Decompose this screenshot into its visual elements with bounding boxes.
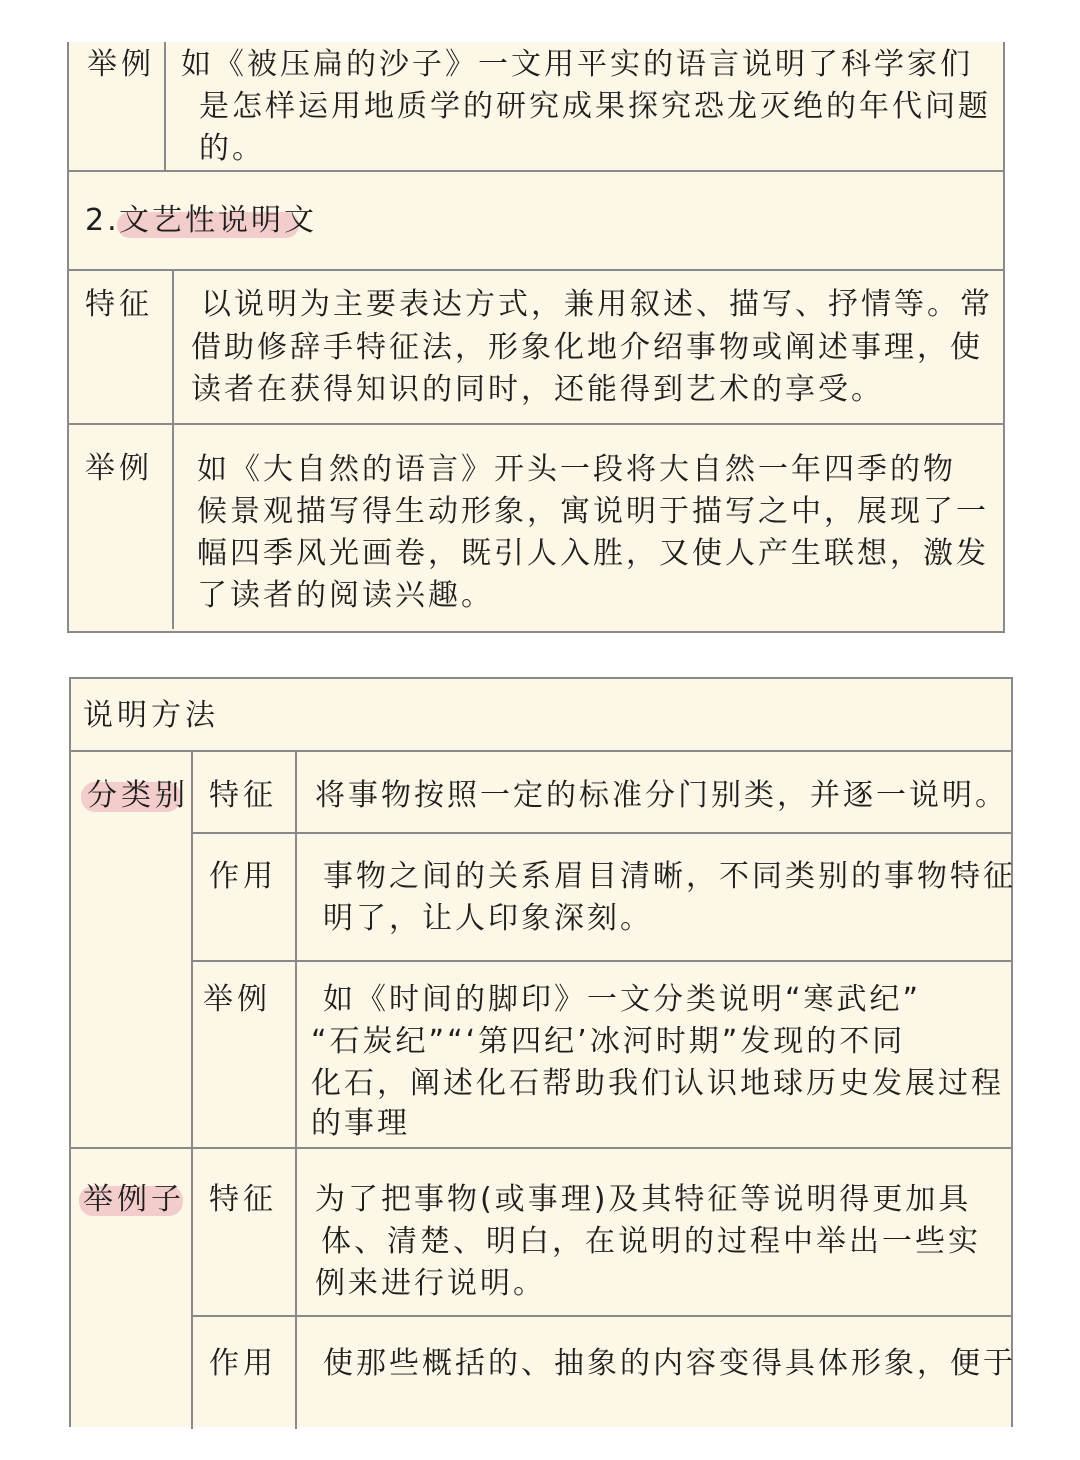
column-divider bbox=[295, 752, 297, 1429]
column-divider bbox=[172, 271, 174, 629]
example-text-line: “石炭纪”“‘第四纪’冰河时期”发现的不同 bbox=[311, 1024, 906, 1059]
feature-text-line: 为了把事物(或事理)及其特征等说明得更加具 bbox=[315, 1182, 972, 1217]
example-text-line: 幅四季风光画卷，既引人入胜，又使人产生联想，激发 bbox=[197, 536, 989, 571]
row-divider bbox=[71, 1147, 1011, 1149]
row-divider bbox=[71, 750, 1011, 752]
feature-text-line: 以说明为主要表达方式，兼用叙述、描写、抒情等。常 bbox=[201, 287, 993, 322]
row-divider bbox=[191, 832, 1011, 834]
example-text-line: 如《被压扁的沙子》一文用平实的语言说明了科学家们 bbox=[181, 47, 973, 82]
section-number: 2. bbox=[85, 203, 120, 238]
function-text-line: 使那些概括的、抽象的内容变得具体形象，便于 bbox=[323, 1346, 1016, 1381]
column-divider bbox=[164, 42, 166, 170]
method-name: 分类别 bbox=[87, 778, 189, 813]
function-text-line: 事物之间的关系眉目清晰，不同类别的事物特征 bbox=[323, 859, 1016, 894]
example-text-line: 如《时间的脚印》一文分类说明“寒武纪” bbox=[323, 982, 922, 1017]
row-divider bbox=[69, 170, 1003, 172]
feature-text-line: 读者在获得知识的同时，还能得到艺术的享受。 bbox=[191, 372, 884, 407]
column-divider bbox=[191, 752, 193, 1429]
method-name: 举例子 bbox=[83, 1182, 185, 1217]
section-title: 文艺性说明文 bbox=[119, 203, 317, 238]
example-text-line: 了读者的阅读兴趣。 bbox=[197, 578, 494, 613]
example-text-line: 的。 bbox=[199, 131, 265, 166]
example-text-line: 如《大自然的语言》开头一段将大自然一年四季的物 bbox=[197, 452, 956, 487]
notes-table-2 bbox=[69, 677, 1016, 1427]
feature-text-line: 将事物按照一定的标准分门别类，并逐一说明。 bbox=[315, 778, 1008, 813]
row-divider bbox=[69, 423, 1003, 425]
feature-text-line: 例来进行说明。 bbox=[315, 1266, 546, 1301]
row-label-example: 举例 bbox=[203, 982, 271, 1017]
example-text-line: 是怎样运用地质学的研究成果探究恐龙灭绝的年代问题 bbox=[199, 89, 991, 124]
row-label-example: 举例 bbox=[87, 47, 155, 82]
function-text-line: 明了，让人印象深刻。 bbox=[323, 901, 653, 936]
row-label-function: 作用 bbox=[209, 1346, 277, 1381]
feature-text-line: 借助修辞手特征法，形象化地介绍事物或阐述事理，使 bbox=[191, 330, 983, 365]
row-label-feature: 特征 bbox=[85, 287, 153, 322]
example-text-line: 的事理 bbox=[311, 1106, 410, 1141]
table-header: 说明方法 bbox=[83, 698, 219, 733]
row-divider bbox=[191, 960, 1011, 962]
row-label-feature: 特征 bbox=[209, 1182, 277, 1217]
example-text-line: 候景观描写得生动形象，寓说明于描写之中，展现了一 bbox=[197, 494, 989, 529]
row-label-function: 作用 bbox=[209, 859, 277, 894]
row-label-feature: 特征 bbox=[209, 778, 277, 813]
feature-text-line: 体、清楚、明白，在说明的过程中举出一些实 bbox=[321, 1224, 981, 1259]
row-divider bbox=[69, 269, 1003, 271]
example-text-line: 化石，阐述化石帮助我们认识地球历史发展过程 bbox=[311, 1066, 1004, 1101]
notes-table-1 bbox=[67, 42, 1005, 633]
row-divider bbox=[191, 1315, 1011, 1317]
row-label-example: 举例 bbox=[85, 451, 153, 486]
